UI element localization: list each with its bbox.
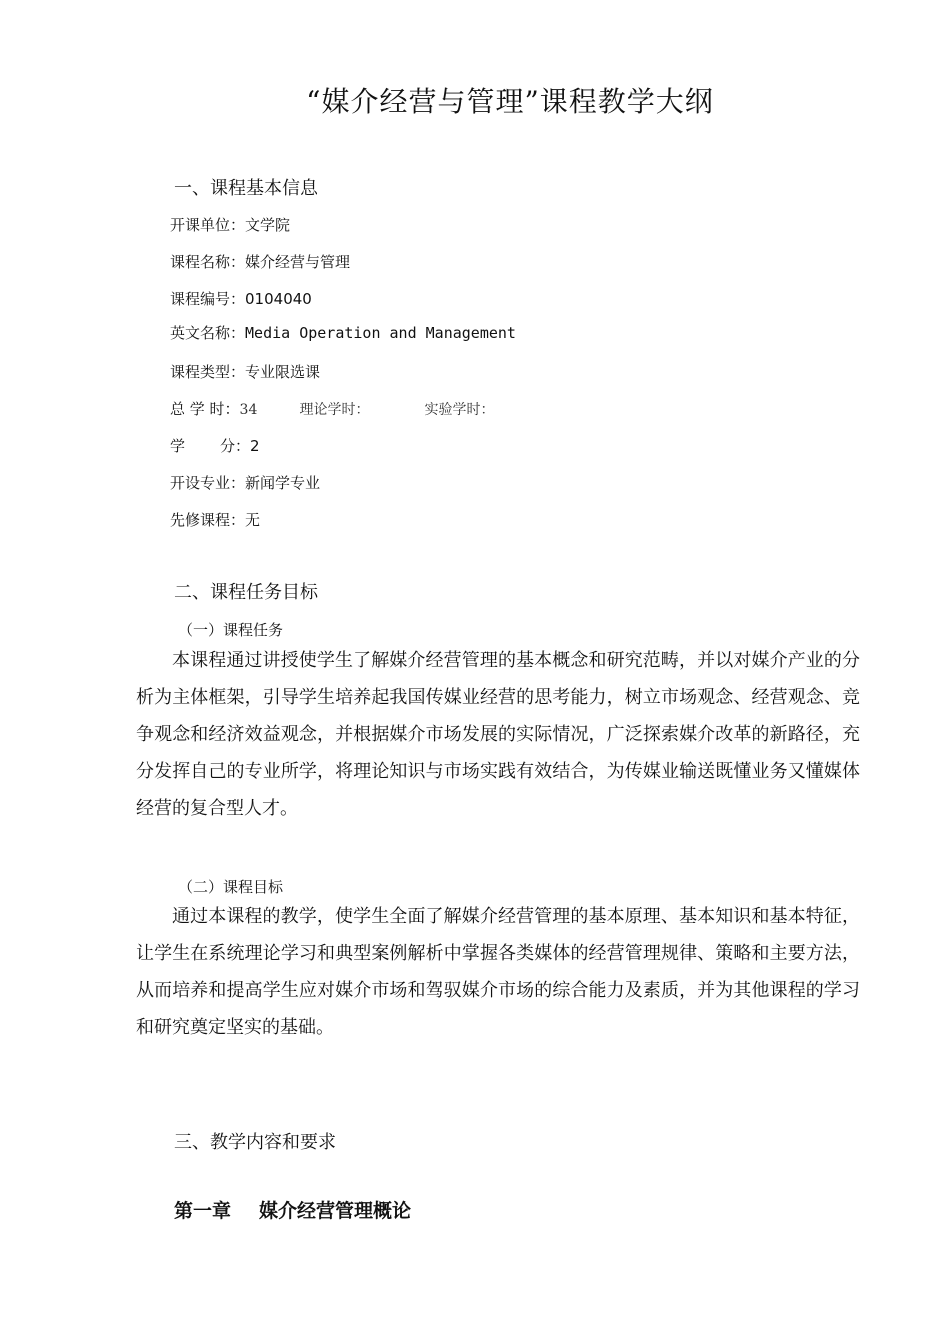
info-row-hours [170,398,495,419]
section-heading-goals: 二、课程任务目标 [174,582,318,603]
total-hours-value: 34 [239,402,258,418]
info-value: 媒介经营与管理 [245,253,351,271]
lab-hours-label: 实验学时： [424,402,495,418]
info-row-course-name [170,251,350,272]
chapter-heading [174,1196,411,1223]
info-label: 课程类型： [170,363,246,381]
info-value: 专业限选课 [245,363,321,381]
info-label: 课程编号： [170,290,246,308]
paragraph-course-task: 本课程通过讲授使学生了解媒介经营管理的基本概念和研究范畴，并以对媒介产业的分析为主体框架，引导学生培养起我国传媒业经营的思考能力，树立市场观念、经营观念、竞争观念和经济效益观念，并根据媒介市场发展的实际情况，广泛探索媒介改革的新路径，充分发挥自己的专业所学，将理论知识与市场实践有效结合，为传媒业输送既懂业务又懂媒体经营的复合型人才。 [136,650,860,819]
info-row-credits [170,435,260,456]
credits-label-b: 分： [220,437,251,455]
credits-label-a: 学 [170,437,186,455]
section-heading-basic-info: 一、课程基本信息 [174,178,318,199]
info-label: 开课单位： [170,216,246,234]
paragraph-course-goal: 通过本课程的教学，使学生全面了解媒介经营管理的基本原理、基本知识和基本特征，让学生在系统理论学习和典型案例解析中掌握各类媒体的经营管理规律、策略和主要方法，从而培养和提高学生应对媒介市场和驾驭媒介市场的综合能力及素质，并为其他课程的学习和研究奠定坚实的基础。 [136,906,860,1038]
theory-hours-label: 理论学时： [299,402,370,418]
info-label: 先修课程： [170,511,246,529]
document-title: “媒介经营与管理”课程教学大纲 [306,85,714,118]
total-hours-label: 总 学 时： [170,400,240,418]
info-row-course-type [170,361,320,382]
info-row-course-code [170,288,312,309]
info-value: 新闻学专业 [245,474,321,492]
chapter-number: 第一章 [174,1200,232,1222]
info-row-english-name [170,322,516,343]
info-label: 英文名称： [170,324,246,342]
info-label: 开设专业： [170,474,246,492]
info-value: 无 [245,511,261,529]
subsection-heading-task: （一）课程任务 [178,621,284,639]
info-value: 文学院 [245,216,291,234]
info-row-department [170,214,290,235]
info-row-prerequisite [170,509,260,530]
credits-value: 2 [250,437,260,455]
section-heading-content: 三、教学内容和要求 [174,1132,336,1153]
chapter-title: 媒介经营管理概论 [259,1200,412,1222]
info-value: Media Operation and Management [245,324,516,342]
subsection-heading-goal: （二）课程目标 [178,878,284,896]
info-label: 课程名称： [170,253,246,271]
info-row-major [170,472,320,493]
info-value: 0104040 [245,290,312,308]
